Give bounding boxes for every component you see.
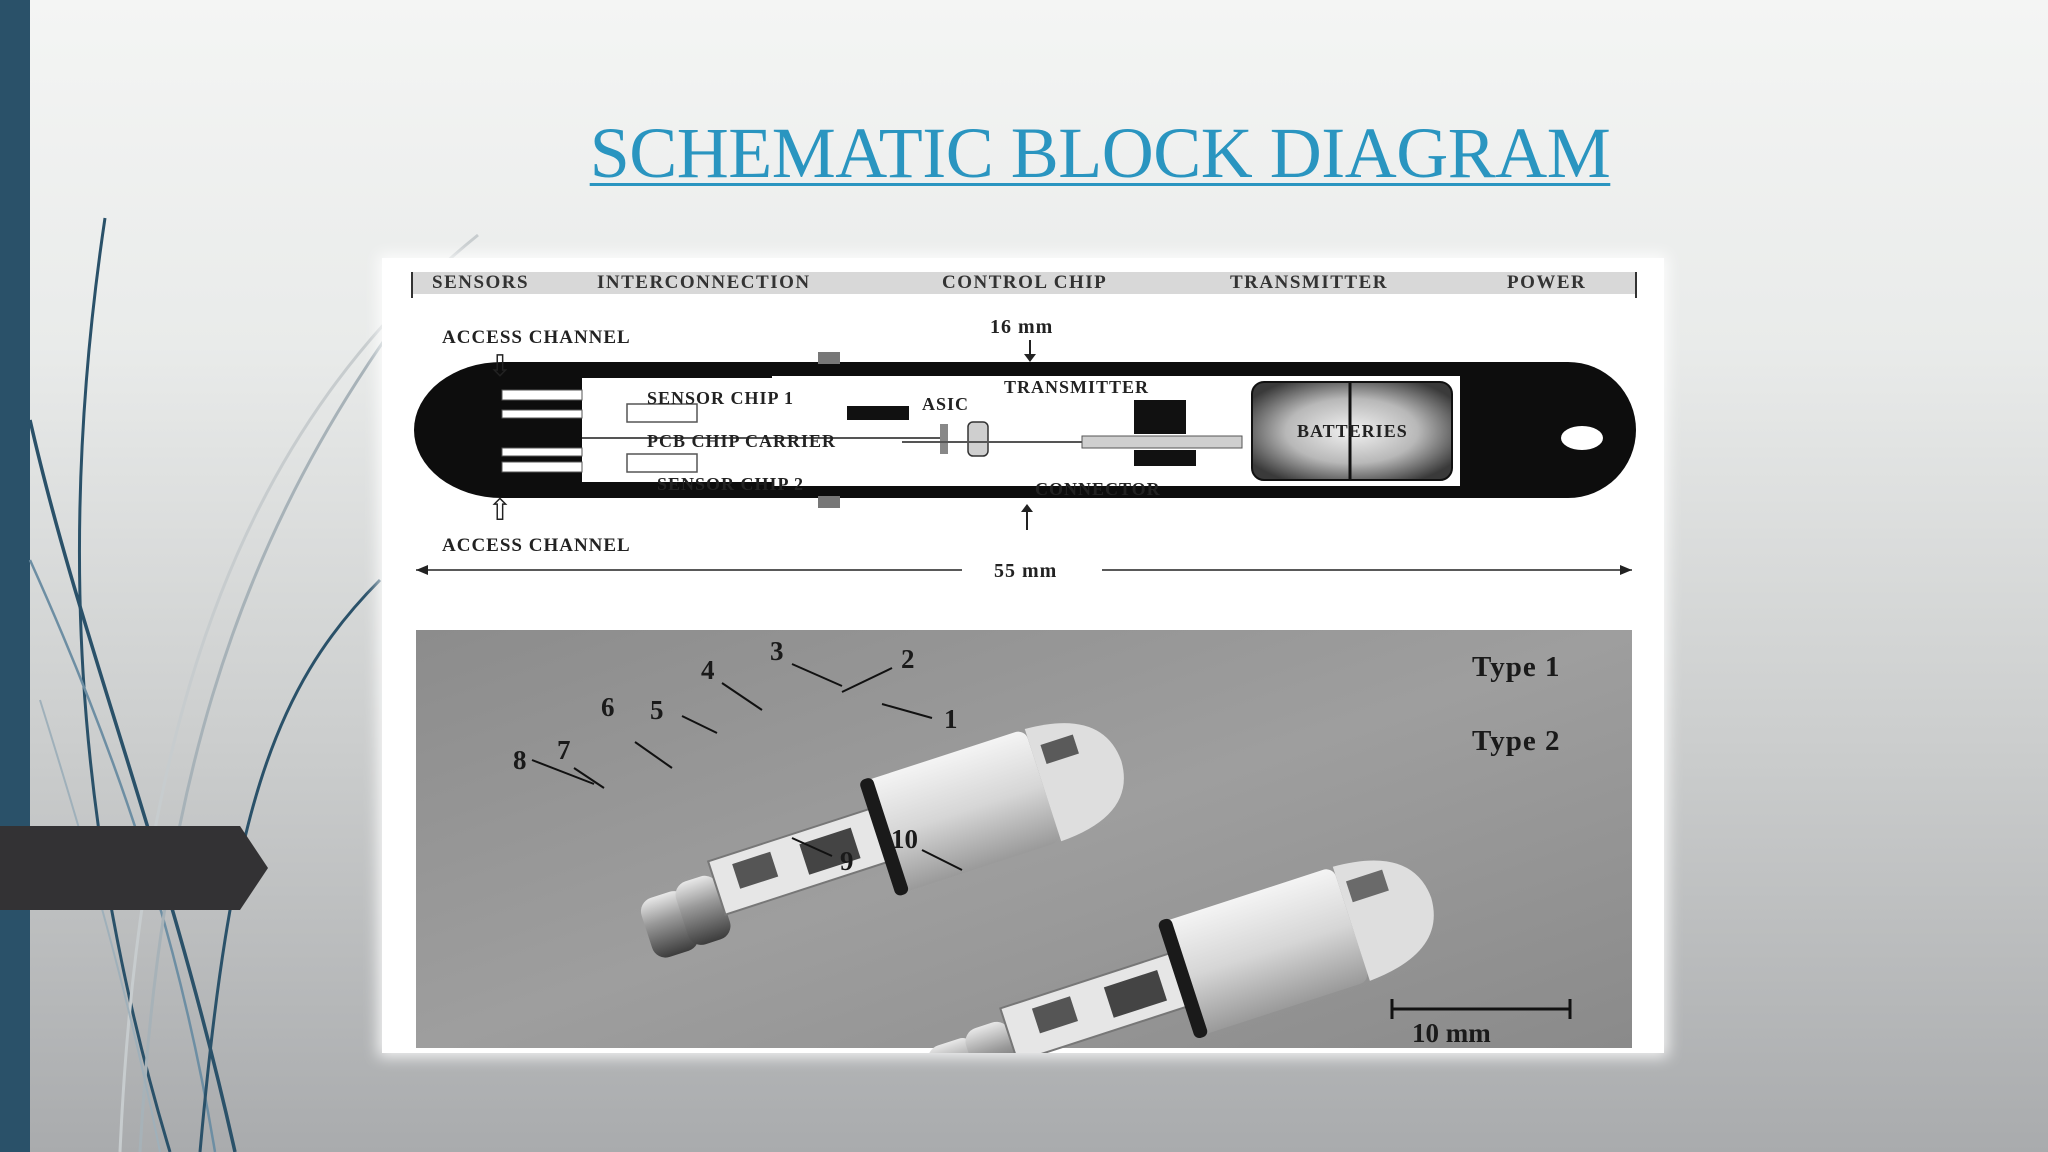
callout-5: 5 [650, 695, 664, 725]
access-channel-bottom-label: ACCESS CHANNEL [442, 535, 631, 556]
header-power: POWER [1507, 272, 1587, 293]
type-1-label: Type 1 [1472, 651, 1561, 683]
pointer-tab [0, 826, 270, 910]
capsule-photo [416, 630, 1632, 1053]
callout-6: 6 [601, 692, 615, 722]
callout-10: 10 [891, 824, 918, 854]
callout-7: 7 [557, 735, 571, 765]
type-2-label: Type 2 [1472, 725, 1561, 757]
header-interconnection: INTERCONNECTION [597, 272, 811, 293]
slide-title: SCHEMATIC BLOCK DIAGRAM [589, 113, 1611, 193]
access-channel-top-label: ACCESS CHANNEL [442, 327, 631, 348]
sensor-chip-1-label: SENSOR CHIP 1 [647, 388, 795, 408]
dimension-16mm-label: 16 mm [990, 316, 1054, 338]
connector-label: CONNECTOR [1035, 479, 1161, 499]
callout-4: 4 [701, 655, 715, 685]
down-arrow-icon: ⇩ [487, 350, 513, 383]
header-sensors: SENSORS [432, 272, 530, 293]
callout-3: 3 [770, 636, 784, 666]
callout-1: 1 [944, 704, 958, 734]
callout-9: 9 [840, 846, 854, 876]
header-transmitter: TRANSMITTER [1230, 272, 1388, 293]
sensor-chip-2-label: SENSOR CHIP 2 [657, 474, 805, 494]
figure-image [382, 258, 1664, 1053]
header-control-chip: CONTROL CHIP [942, 272, 1108, 293]
callout-2: 2 [901, 644, 915, 674]
asic-label: ASIC [922, 394, 970, 414]
schematic-diagram [412, 272, 1636, 582]
transmitter-label: TRANSMITTER [1004, 377, 1150, 397]
callout-8: 8 [513, 745, 527, 775]
pcb-chip-carrier-label: PCB CHIP CARRIER [647, 431, 837, 451]
dimension-55mm-label: 55 mm [994, 560, 1058, 582]
batteries-label: BATTERIES [1297, 421, 1408, 441]
up-arrow-icon: ⇧ [487, 494, 513, 527]
scale-bar-label: 10 mm [1412, 1018, 1491, 1048]
